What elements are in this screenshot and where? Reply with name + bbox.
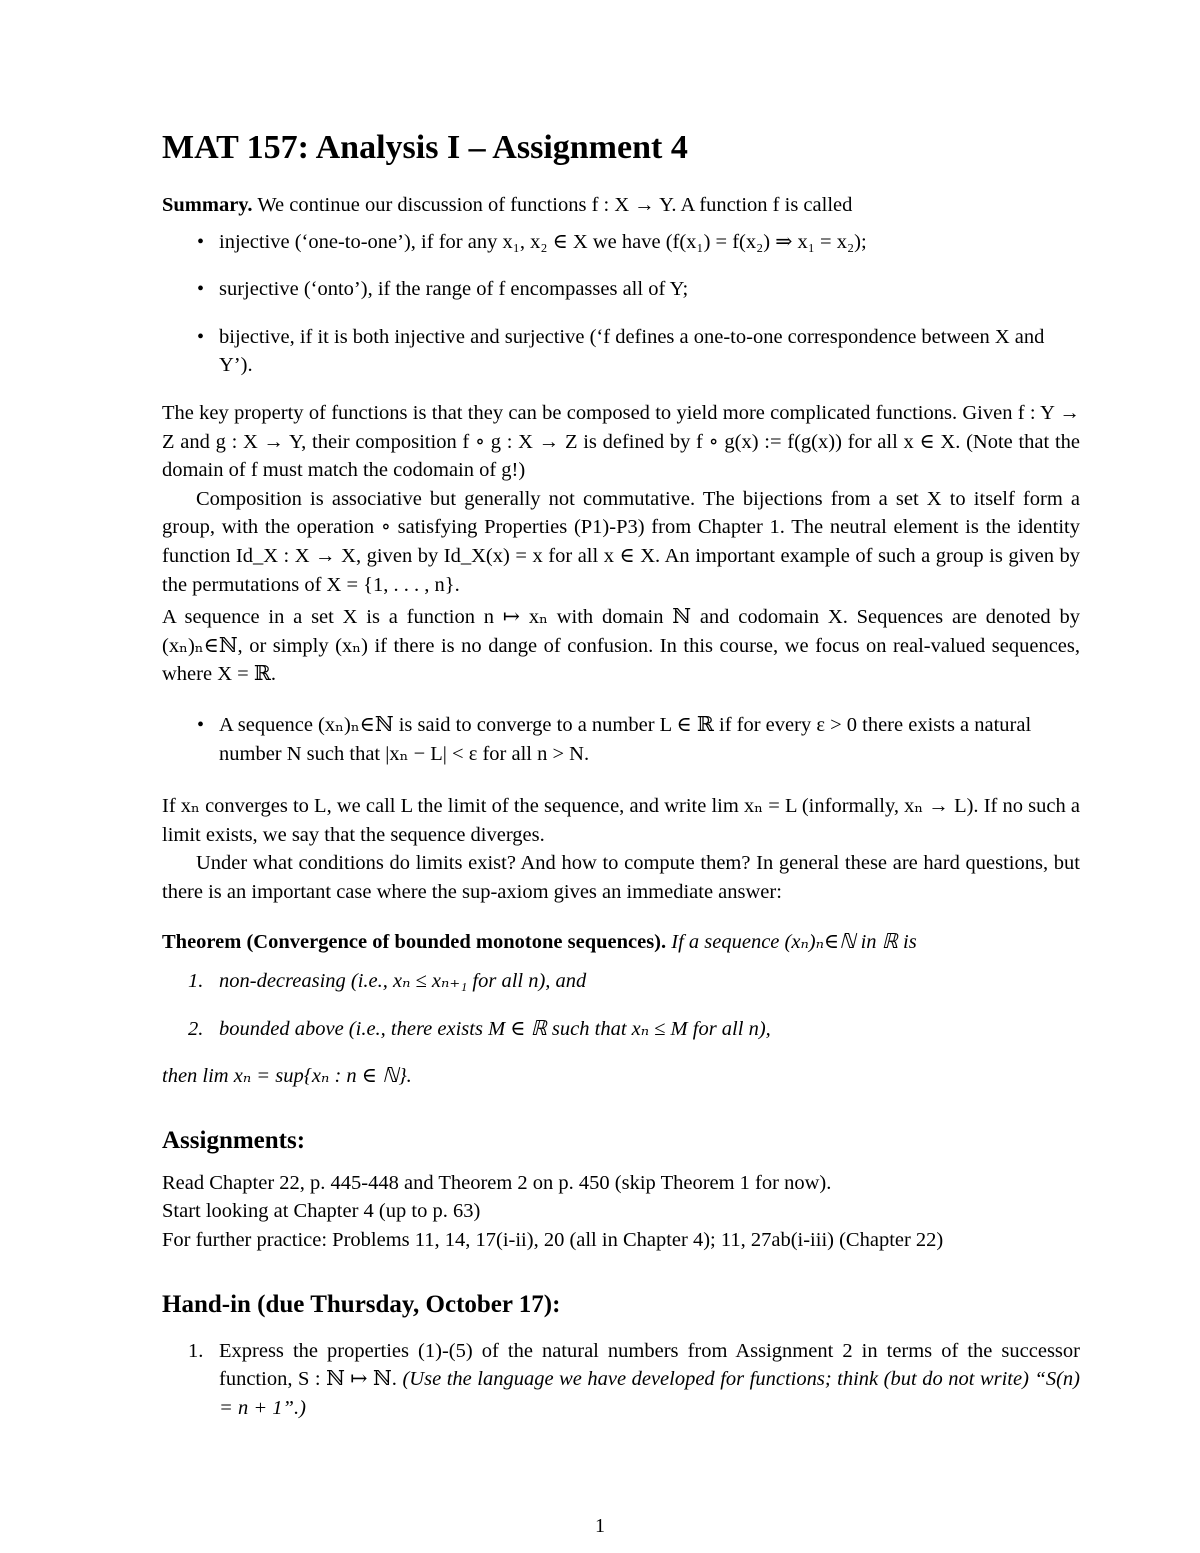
item-number: 1.	[188, 970, 204, 993]
handin-list	[162, 1337, 1080, 1423]
theorem-statement: If a sequence (xₙ)ₙ∈ℕ in ℝ is	[671, 931, 917, 954]
theorem-conclusion: then lim xₙ = sup{xₙ : n ∈ ℕ}.	[162, 1065, 412, 1088]
assignments-heading: Assignments:	[162, 1126, 306, 1154]
function-types-list	[162, 228, 1080, 380]
page-title: MAT 157: Analysis I – Assignment 4	[162, 129, 688, 166]
convergence-list	[162, 711, 1080, 768]
limit-paragraph: If xₙ converges to L, we call L the limit of the sequence, and write lim xₙ = L (informally, xₙ → L). If no such a limit exists, we say that the sequence diverges.	[162, 795, 1080, 846]
theorem	[162, 928, 1080, 957]
list-item	[162, 1337, 1080, 1423]
theorem-label: Theorem (Convergence of bounded monotone sequences).	[162, 931, 667, 954]
item-text: non-decreasing (i.e., xₙ ≤ xₙ₊₁ for all n), and	[219, 970, 587, 993]
handin-heading: Hand-in (due Thursday, October 17):	[162, 1290, 561, 1318]
list-item: • bijective, if it is both injective and surjective (‘f defines a one-to-one correspondence between X and Y’).	[162, 323, 1080, 380]
item-number: 2.	[188, 1017, 204, 1040]
handin-item-body	[219, 1337, 1080, 1423]
list-item: • injective (‘one-to-one’), if for any x₁, x₂ ∈ X we have (f(x₁) = f(x₂) ⇒ x₁ = x₂);	[162, 228, 1080, 257]
assignment-line: For further practice: Problems 11, 14, 17(i-ii), 20 (all in Chapter 4); 11, 27ab(i-iii) (Chapter 22)	[162, 1229, 944, 1252]
question-paragraph: Under what conditions do limits exist? And how to compute them? In general these are hard questions, but there is an important case where the sup-axiom gives an immediate answer:	[162, 852, 1080, 903]
page-number: 1	[595, 1515, 605, 1537]
list-item	[162, 967, 1080, 996]
theorem-conditions	[162, 967, 1080, 1043]
list-item: • surjective (‘onto’), if the range of f encompasses all of Y;	[162, 275, 1080, 304]
item-text: Express the properties (1)-(5) of the natural numbers from Assignment 2 in terms of the successor function, S : ℕ ↦ ℕ.	[219, 1339, 1080, 1391]
assignment-line: Start looking at Chapter 4 (up to p. 63)	[162, 1200, 481, 1223]
sequence-paragraph: A sequence in a set X is a function n ↦ xₙ with domain ℕ and codomain X. Sequences are denoted by (xₙ)ₙ∈ℕ, or simply (xₙ) if there is no dange of confusion. In this course, we focus on real-valued sequences, where X = ℝ.	[162, 606, 1080, 686]
summary-intro	[162, 191, 1080, 220]
composition-paragraph: The key property of functions is that they can be composed to yield more complicated functions. Given f : Y → Z and g : X → Y, their composition f ∘ g : X → Z is defined by f ∘ g(x) := f(g(x)) for all x ∈ X. (Note that the domain of f must match the codomain of g!)	[162, 401, 1080, 482]
assignment-line: Read Chapter 22, p. 445-448 and Theorem 2 on p. 450 (skip Theorem 1 for now).	[162, 1171, 832, 1194]
document-page	[162, 128, 1080, 1441]
summary-intro-text: We continue our discussion of functions f : X → Y. A function f is called	[257, 194, 853, 216]
summary-label: Summary.	[162, 194, 253, 216]
list-item	[162, 1015, 1080, 1044]
group-paragraph: Composition is associative but generally not commutative. The bijections from a set X to itself form a group, with the operation ∘ satisfying Properties (P1)-P3) from Chapter 1. The neutral element is the identity function Id_X : X → X, given by Id_X(x) = x for all x ∈ X. An important example of such a group is given by the permutations of X = {1, . . . , n}.	[162, 487, 1080, 596]
list-item: • A sequence (xₙ)ₙ∈ℕ is said to converge to a number L ∈ ℝ if for every ε > 0 there exists a natural number N such that |xₙ − L| < ε for all n > N.	[162, 711, 1080, 768]
item-hint: (Use the language we have developed for functions; think (but do not write) “S(n) = n + 1”.)	[219, 1368, 1080, 1419]
item-number: 1.	[188, 1339, 204, 1362]
item-text: bounded above (i.e., there exists M ∈ ℝ such that xₙ ≤ M for all n),	[219, 1017, 771, 1040]
